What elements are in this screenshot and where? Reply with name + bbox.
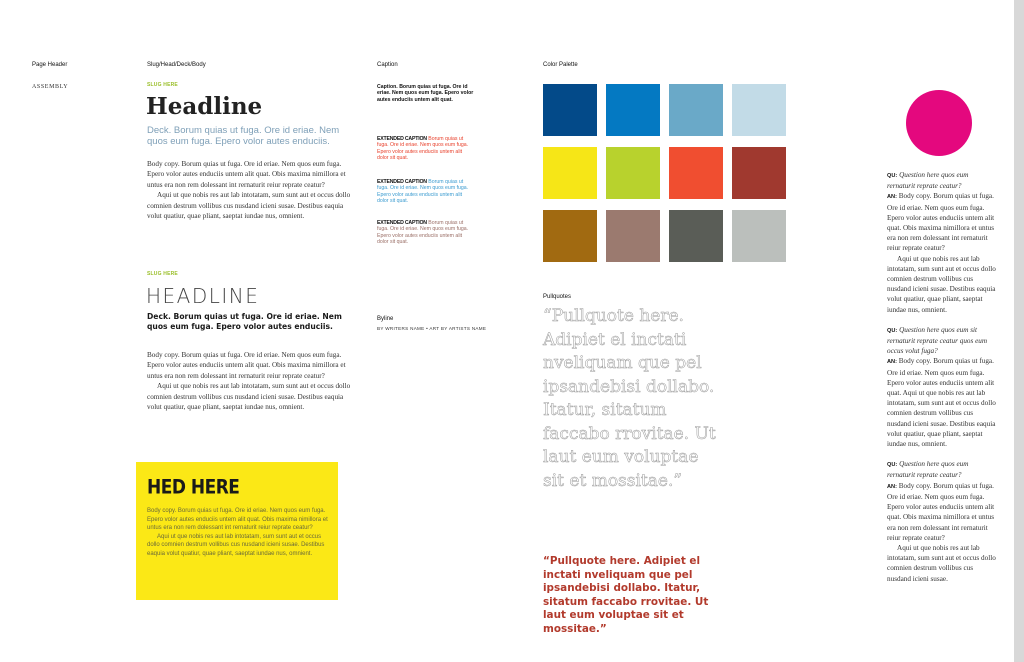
headline-thin: HEADLINE <box>146 284 260 308</box>
qa-answer-tag: AN: <box>887 359 897 366</box>
slug-sans: SLUG HERE <box>147 271 178 277</box>
body-copy-serif-1 <box>147 159 355 221</box>
qa-question <box>887 325 997 357</box>
pullquote-light: “Pullquote here. Adipiet el inctati nveliquam que pel ipsandebisi dollabo. Itatur, sitatum faccabo rrovitae. Ut laut eum voluptae sit et mossitae.” <box>543 306 716 491</box>
byline-sample: BY WRITERS NAME • ART BY ARTISTS NAME <box>377 326 487 331</box>
color-swatch <box>732 210 786 262</box>
color-swatch <box>543 210 597 262</box>
qa-question <box>887 170 997 191</box>
caption-text: Borum quias ut fuga. Ore id eriae. Nem quos eum fuga. Epero volor autes enduciis untem alit dolor sit quat. <box>377 220 469 246</box>
deck-bold: Deck. Borum quias ut fuga. Ore id eriae. Nem quos eum fuga. Epero volor autes enduciis. <box>147 312 342 332</box>
body-paragraph: Aqui ut que nobis res aut lab intotatam, sum sunt aut et occus dollo comnien destrum vollibus cus nusdand icieni susae. Destibus eaquia volut quatiur, quae pliant, saeptat iundae nus, omnient. <box>147 191 351 221</box>
caption-lead: EXTENDED CAPTION <box>377 220 427 226</box>
caption-sample <box>377 84 475 103</box>
qa-question-text: Question here quos eum rernaturit reprate ceatur? <box>887 460 969 480</box>
qa-answer-tag: AN: <box>887 194 897 201</box>
qa-question-text: Question here quos eum rernaturit reprate ceatur? <box>887 171 969 191</box>
color-swatch <box>669 210 723 262</box>
body-paragraph: Body copy. Borum quias ut fuga. Ore id eriae. Nem quos eum fuga. Epero volor autes enduciis untem alit quat. Obis maxima nimillora et untus era non rem dolessant int rernaturit reiur reprate ceatur? <box>147 351 346 380</box>
headline-serif: Headline <box>146 93 263 120</box>
label-pullquotes: Pullquotes <box>543 294 572 300</box>
color-swatch <box>606 84 660 136</box>
body-paragraph: Body copy. Borum quias ut fuga. Ore id eriae. Nem quos eum fuga. Epero volor autes enduciis untem alit quat. Obis maxima nimillora et untus era non rem dolessant int rernaturit reiur reprate ceatur? <box>147 160 346 189</box>
qa-question <box>887 459 997 480</box>
page-edge-gutter <box>1014 0 1024 662</box>
qa-answer-text: Body copy. Borum quias ut fuga. Ore id eriae. Nem quos eum fuga. Epero volor autes enduciis untem alit quat. Obis maxima nimillora et untus era non rem dolessant int rernaturit reiur reprate ceatur? <box>887 481 995 542</box>
qa-column <box>887 170 997 584</box>
qa-answer <box>887 481 997 543</box>
color-swatch <box>543 84 597 136</box>
accent-circle <box>906 90 972 156</box>
caption-text: Caption. Borum quias ut fuga. Ore id eriae. Nem quos eum fuga. Epero volor autes enduciis untem alit quat. <box>377 84 474 103</box>
deck-light: Deck. Borum quias ut fuga. Ore id eriae. Nem quos eum fuga. Epero volor autes enduciis. <box>147 125 340 147</box>
extended-caption-red <box>377 136 475 162</box>
color-swatch <box>606 147 660 199</box>
qa-block <box>887 170 997 315</box>
extended-caption-brown <box>377 220 475 246</box>
qa-answer-cont: Aqui ut que nobis res aut lab intotatam, sum sunt aut et occus dollo comnien destrum vollibus cus nusdand icieni susae. <box>887 543 996 583</box>
qa-answer-tag: AN: <box>887 483 897 490</box>
qa-question-tag: QU: <box>887 462 898 469</box>
label-page-header: Page Header <box>32 62 68 68</box>
qa-answer-text: Body copy. Borum quias ut fuga. Ore id eriae. Nem quos eum fuga. Epero volor autes enduciis untem alit quat. Obis maxima nimillora et untus era non rem dolessant int rernaturit reiur reprate ceatur? <box>887 192 995 253</box>
color-swatch <box>669 84 723 136</box>
qa-question-tag: QU: <box>887 173 898 179</box>
page-header-sample: ASSEMBLY <box>32 84 69 90</box>
sidebar-hed: HED HERE <box>147 476 240 499</box>
label-color-palette: Color Palette <box>543 62 578 68</box>
sidebar-body <box>147 507 331 559</box>
caption-lead: EXTENDED CAPTION <box>377 136 427 142</box>
slug-serif: SLUG HERE <box>147 82 178 88</box>
color-swatch <box>732 147 786 199</box>
pullquote-bold: “Pullquote here. Adipiet el inctati nveliquam que pel ipsandebisi dollabo. Itatur, sitatum faccabo rrovitae. Ut laut eum voluptae sit et mossitae.” <box>543 555 709 635</box>
qa-answer-cont: Aqui ut que nobis res aut lab intotatam, sum sunt aut et occus dollo comnien destrum vollibus cus nusdand icieni susae. Destibus eaquia volut quatiur, quae pliant, saeptat iundae nus, omnient. <box>887 254 996 314</box>
color-swatch <box>543 147 597 199</box>
sidebar-box <box>136 462 338 600</box>
qa-question-text: Question here quos eum sit rernaturit reprate ceatur quos eum occus volut fuga? <box>887 325 988 356</box>
extended-caption-blue <box>377 179 475 205</box>
qa-answer <box>887 191 997 253</box>
body-copy-serif-2 <box>147 350 355 412</box>
qa-answer-text: Body copy. Borum quias ut fuga. Ore id eriae. Nem quos eum fuga. Epero volor autes enduciis untem alit quat. Aqui ut que nobis res aut lab intotatam, sum sunt aut et occus dollo comnien destrum vollibus cus nusdand icieni susae. Destibus eaquia volut quatiur, quae pliant, saeptat iundae nus, omnient. <box>887 357 996 449</box>
qa-block <box>887 325 997 449</box>
caption-lead: EXTENDED CAPTION <box>377 179 427 185</box>
qa-question-tag: QU: <box>887 327 898 334</box>
label-byline: Byline <box>377 316 394 322</box>
label-slug-head: Slug/Head/Deck/Body <box>147 62 206 68</box>
body-paragraph: Aqui ut que nobis res aut lab intotatam, sum sunt aut et occus dollo comnien destrum vollibus cus nusdand icieni susae. Destibus eaquia volut quatiur, quae pliant, saeptat iundae nus, omnient. <box>147 382 351 412</box>
caption-text: Borum quias ut fuga. Ore id eriae. Nem quos eum fuga. Epero volor autes enduciis untem alit dolor sit quat. <box>377 136 469 162</box>
color-swatch <box>606 210 660 262</box>
color-swatch <box>669 147 723 199</box>
caption-text: Borum quias ut fuga. Ore id eriae. Nem quos eum fuga. Epero volor autes enduciis untem alit dolor sit quat. <box>377 179 469 205</box>
sidebar-paragraph: Aqui ut que nobis res aut lab intotatam, sum sunt aut et occus dollo comnien destrum vollibus cus nusdand icieni susae. Destibus eaquia volut quatiur, quae pliant, saeptat iundae nus, omnient. <box>147 533 325 557</box>
label-caption: Caption <box>377 62 398 68</box>
color-swatch <box>732 84 786 136</box>
qa-block <box>887 459 997 583</box>
qa-answer <box>887 356 997 449</box>
sidebar-paragraph: Body copy. Borum quias ut fuga. Ore id eriae. Nem quos eum fuga. Epero volor autes enduciis untem alit quat. Obis maxima nimillora et untus era non rem dolessant int rernaturit reiur reprate ceatur? <box>147 508 328 532</box>
